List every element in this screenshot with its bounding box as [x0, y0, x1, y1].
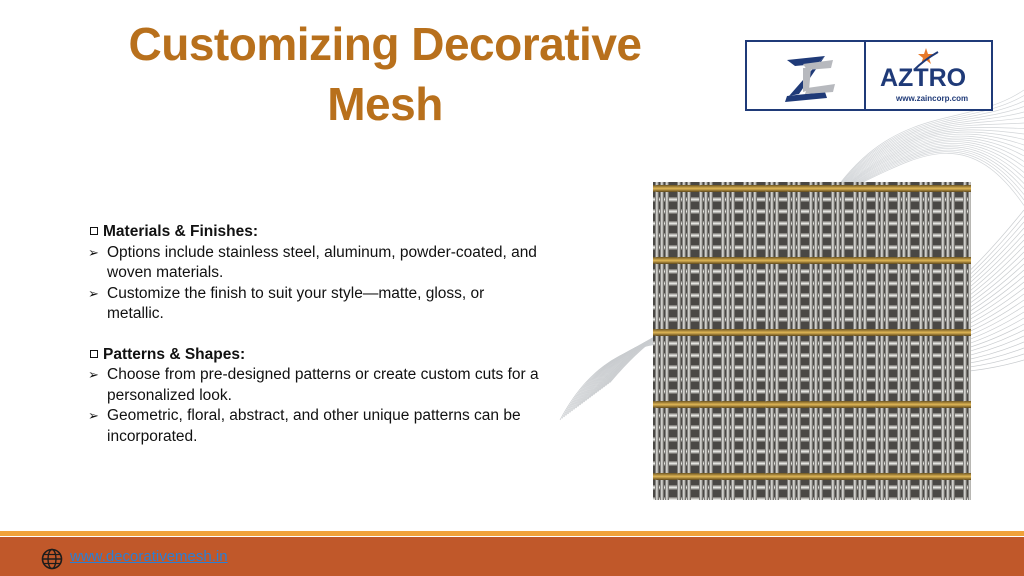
warp-rod: [819, 182, 823, 500]
warp-rod: [831, 182, 835, 500]
warp-rod: [929, 182, 933, 500]
bullet-text-line: metallic.: [107, 305, 164, 322]
warp-rod: [721, 182, 725, 500]
gold-weave-knot: [698, 185, 716, 192]
gold-weave-knot: [896, 185, 914, 192]
slide-title-line-2: Mesh: [327, 78, 443, 130]
warp-rod: [941, 182, 945, 500]
bullet-item: [88, 243, 598, 284]
warp-rod: [963, 182, 967, 500]
warp-rod: [797, 182, 801, 500]
gold-weave-knot: [918, 401, 936, 408]
gold-weave-knot: [830, 257, 848, 264]
gold-weave-knot: [786, 401, 804, 408]
gold-weave-knot: [940, 473, 958, 480]
warp-rod: [655, 182, 659, 500]
gold-weave-knot: [742, 473, 760, 480]
arrow-bullet-icon: ➢: [88, 285, 99, 301]
warp-rod: [907, 182, 911, 500]
warp-rod: [743, 182, 747, 500]
gold-weave-knot: [874, 473, 892, 480]
bullet-text-line: woven materials.: [107, 264, 224, 281]
gold-weave-knot: [962, 257, 971, 264]
gold-weave-knot: [808, 257, 826, 264]
gold-weave-knot: [786, 257, 804, 264]
gold-weave-knot: [720, 473, 738, 480]
gold-weave-knot: [940, 257, 958, 264]
warp-rod: [841, 182, 845, 500]
arrow-bullet-icon: ➢: [88, 244, 99, 260]
footer-bar: [0, 537, 1024, 576]
gold-weave-knot: [962, 401, 971, 408]
gold-weave-knot: [654, 185, 672, 192]
warp-rod: [897, 182, 901, 500]
gold-weave-knot: [962, 185, 971, 192]
gold-weave-knot: [896, 401, 914, 408]
warp-rod: [853, 182, 857, 500]
warp-rod: [836, 182, 840, 500]
gold-weave-knot: [676, 329, 694, 336]
warp-rod: [748, 182, 752, 500]
gold-weave-knot: [918, 257, 936, 264]
warp-rod: [709, 182, 713, 500]
gold-weave-knot: [808, 473, 826, 480]
gold-weave-knot: [962, 473, 971, 480]
warp-rod: [919, 182, 923, 500]
warp-rod: [946, 182, 950, 500]
gold-weave-knot: [940, 329, 958, 336]
gold-weave-knot: [786, 329, 804, 336]
gold-weave-knot: [720, 257, 738, 264]
section-gap: [88, 325, 598, 345]
warp-rod: [792, 182, 796, 500]
website-link[interactable]: www.decorativemesh.in: [70, 548, 228, 565]
warp-rod: [687, 182, 691, 500]
bullet-text-line: personalized look.: [107, 386, 232, 404]
aztro-url-text: www.zaincorp.com: [896, 94, 969, 103]
globe-icon: [41, 548, 63, 570]
zc-logo-mark: [747, 42, 866, 109]
bullet-text: [107, 284, 484, 325]
aztro-logo: [866, 42, 991, 109]
gold-weave-knot: [962, 329, 971, 336]
warp-rod: [809, 182, 813, 500]
gold-weave-knot: [852, 401, 870, 408]
gold-weave-knot: [852, 473, 870, 480]
warp-rod: [902, 182, 906, 500]
gold-weave-knot: [654, 329, 672, 336]
gold-weave-knot: [676, 257, 694, 264]
gold-weave-knot: [764, 329, 782, 336]
gold-weave-knot: [830, 185, 848, 192]
gold-weave-knot: [742, 185, 760, 192]
gold-weave-knot: [918, 473, 936, 480]
bullet-item: [88, 365, 598, 406]
slide-title-line-1: Customizing Decorative: [128, 18, 642, 70]
gold-weave-knot: [830, 473, 848, 480]
gold-weave-knot: [896, 257, 914, 264]
gold-weave-knot: [808, 401, 826, 408]
gold-weave-knot: [742, 329, 760, 336]
bullet-item: [88, 406, 598, 447]
warp-rod: [875, 182, 879, 500]
gold-weave-knot: [764, 473, 782, 480]
footer-accent-line: [0, 531, 1024, 536]
woven-mesh-image: [653, 182, 971, 500]
warp-rod: [699, 182, 703, 500]
slide-title: [100, 14, 670, 134]
section-heading: [88, 222, 598, 243]
gold-weave-knot: [808, 185, 826, 192]
gold-weave-knot: [698, 401, 716, 408]
warp-rod: [677, 182, 681, 500]
gold-weave-knot: [742, 257, 760, 264]
gold-weave-knot: [874, 257, 892, 264]
gold-weave-knot: [852, 257, 870, 264]
warp-rod: [753, 182, 757, 500]
warp-rod: [731, 182, 735, 500]
bullet-text-line: Customize the finish to suit your style—matte, gloss, or: [107, 284, 485, 302]
warp-rod: [814, 182, 818, 500]
gold-weave-knot: [764, 257, 782, 264]
gold-weave-knot: [940, 401, 958, 408]
bullet-text: [107, 406, 521, 447]
gold-weave-knot: [874, 329, 892, 336]
slide-content: [88, 222, 598, 447]
gold-weave-knot: [874, 401, 892, 408]
section-heading-text: Patterns & Shapes:: [103, 345, 246, 363]
warp-rod: [858, 182, 862, 500]
warp-rod: [704, 182, 708, 500]
bullet-text-line: Options include stainless steel, aluminum, powder-coated, and: [107, 243, 537, 261]
warp-rod: [924, 182, 928, 500]
company-logo: [745, 40, 993, 111]
section-heading-text: Materials & Finishes:: [103, 223, 259, 240]
gold-weave-knot: [654, 401, 672, 408]
arrow-bullet-icon: ➢: [88, 408, 99, 423]
gold-weave-knot: [852, 329, 870, 336]
gold-weave-knot: [940, 185, 958, 192]
section-heading: [88, 345, 598, 366]
bullet-text-line: Geometric, floral, abstract, and other unique patterns can be: [107, 407, 521, 424]
warp-rod: [775, 182, 779, 500]
warp-rod: [660, 182, 664, 500]
warp-rod: [787, 182, 791, 500]
gold-weave-knot: [698, 329, 716, 336]
warp-rod: [880, 182, 884, 500]
square-bullet-icon: [90, 227, 98, 235]
gold-weave-knot: [830, 329, 848, 336]
gold-weave-knot: [742, 401, 760, 408]
gold-weave-knot: [654, 257, 672, 264]
warp-rod: [726, 182, 730, 500]
gold-weave-knot: [896, 329, 914, 336]
bullet-item: [88, 284, 598, 325]
gold-weave-knot: [654, 473, 672, 480]
warp-rod: [765, 182, 769, 500]
warp-rod: [968, 182, 971, 500]
gold-weave-knot: [698, 257, 716, 264]
gold-weave-knot: [698, 473, 716, 480]
gold-weave-knot: [676, 473, 694, 480]
warp-rod: [951, 182, 955, 500]
arrow-bullet-icon: ➢: [88, 367, 99, 382]
gold-weave-knot: [676, 185, 694, 192]
gold-weave-knot: [830, 401, 848, 408]
warp-rod: [665, 182, 669, 500]
bullet-text: [107, 243, 537, 284]
bullet-text: [107, 365, 539, 406]
gold-weave-knot: [852, 185, 870, 192]
gold-weave-knot: [720, 401, 738, 408]
warp-rod: [770, 182, 774, 500]
gold-weave-knot: [896, 473, 914, 480]
warp-rod: [682, 182, 686, 500]
gold-weave-knot: [808, 329, 826, 336]
gold-weave-knot: [786, 473, 804, 480]
warp-rod: [885, 182, 889, 500]
gold-weave-knot: [874, 185, 892, 192]
gold-weave-knot: [786, 185, 804, 192]
gold-weave-knot: [918, 329, 936, 336]
warp-rod: [863, 182, 867, 500]
gold-weave-knot: [764, 185, 782, 192]
gold-weave-knot: [918, 185, 936, 192]
gold-weave-knot: [764, 401, 782, 408]
bullet-text-line: Choose from pre-designed patterns or create custom cuts for a: [107, 366, 539, 383]
square-bullet-icon: [90, 350, 98, 358]
bullet-text-line: incorporated.: [107, 427, 198, 445]
gold-weave-knot: [676, 401, 694, 408]
gold-weave-knot: [720, 185, 738, 192]
aztro-brand-text: AZTRO: [880, 64, 967, 92]
gold-weave-knot: [720, 329, 738, 336]
